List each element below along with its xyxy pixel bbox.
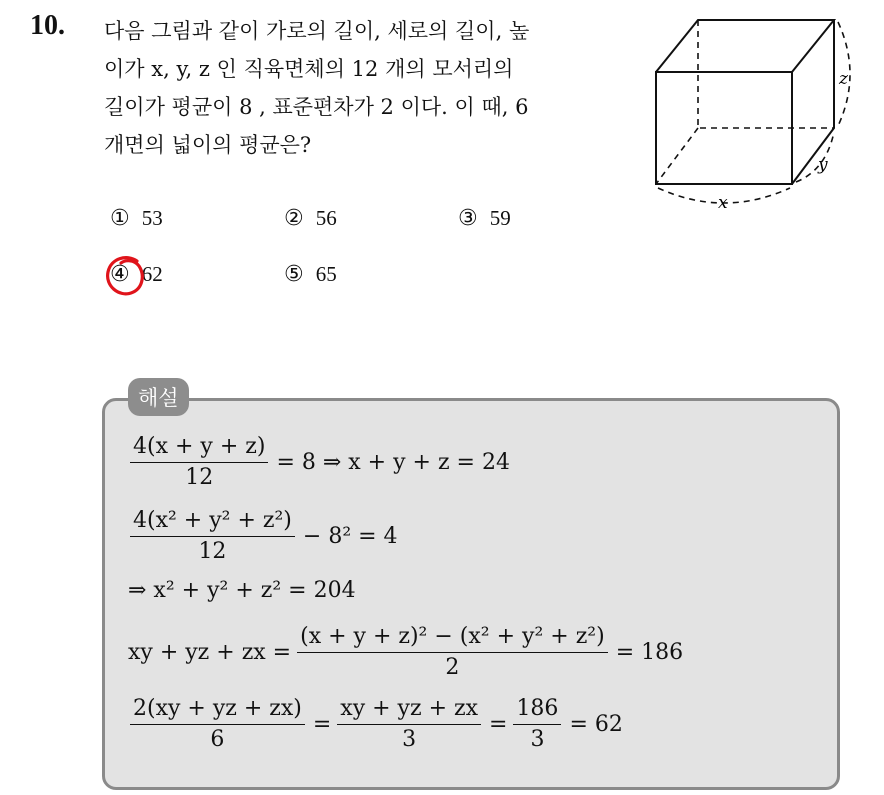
equals-sign: = bbox=[489, 712, 508, 737]
choice-value: 62 bbox=[141, 262, 163, 286]
denominator: 3 bbox=[530, 727, 545, 752]
choice-mark: ⑤ bbox=[284, 262, 304, 287]
fraction bbox=[130, 432, 268, 493]
denominator: 2 bbox=[445, 655, 460, 680]
y-dimension-arc bbox=[796, 132, 834, 182]
fraction bbox=[130, 506, 295, 567]
question-number: 10. bbox=[30, 10, 65, 41]
choice-1[interactable] bbox=[110, 206, 163, 231]
cuboid-top-edges bbox=[656, 20, 834, 72]
choice-mark-selected bbox=[110, 262, 130, 287]
question-line: 길이가 평균이 8 , 표준편차가 2 이다. 이 때, 6 bbox=[104, 95, 529, 119]
choice-4[interactable] bbox=[110, 262, 163, 287]
solution-tag: 해설 bbox=[128, 378, 189, 416]
denominator: 3 bbox=[402, 727, 417, 752]
choice-mark: ② bbox=[284, 206, 304, 231]
choice-value: 65 bbox=[315, 262, 337, 286]
equals-sign: = bbox=[312, 712, 332, 737]
numerator: 4(x + y + z) bbox=[130, 432, 268, 463]
selected-circle-mark bbox=[103, 253, 149, 299]
choice-mark: ④ bbox=[110, 262, 130, 287]
x-label: x bbox=[718, 193, 728, 210]
fraction bbox=[130, 694, 305, 755]
solution-line-1 bbox=[128, 432, 510, 493]
z-label: z bbox=[839, 69, 848, 89]
choice-2[interactable] bbox=[284, 206, 337, 231]
numerator: xy + yz + zx bbox=[337, 694, 481, 725]
cuboid-hidden-edges bbox=[698, 20, 834, 128]
fraction bbox=[513, 694, 561, 755]
question-line: 개면의 넓이의 평균은? bbox=[104, 133, 312, 157]
equation-rest: = 8 ⇒ x + y + z = 24 bbox=[276, 450, 510, 475]
denominator: 12 bbox=[198, 539, 227, 564]
solution-line-5 bbox=[128, 694, 623, 755]
numerator: (x + y + z)² − (x² + y² + z²) bbox=[297, 622, 608, 653]
choice-5[interactable] bbox=[284, 262, 337, 287]
cuboid-hidden-edge bbox=[656, 128, 698, 184]
choice-mark: ① bbox=[110, 206, 130, 231]
numerator: 2(xy + yz + zx) bbox=[130, 694, 305, 725]
equation-rest: = 62 bbox=[569, 712, 623, 737]
choice-3[interactable] bbox=[458, 206, 511, 231]
solution-line-2 bbox=[128, 506, 398, 567]
choice-value: 53 bbox=[141, 206, 163, 230]
equation-rest: = 186 bbox=[615, 640, 684, 665]
cuboid-figure bbox=[640, 10, 860, 210]
question-line: 다음 그림과 같이 가로의 길이, 세로의 길이, 높 bbox=[104, 19, 530, 43]
choice-value: 59 bbox=[489, 206, 511, 230]
fraction bbox=[297, 622, 608, 683]
numerator: 4(x² + y² + z²) bbox=[130, 506, 295, 537]
denominator: 6 bbox=[210, 727, 225, 752]
question-text bbox=[104, 12, 634, 164]
solution-line-3 bbox=[128, 578, 356, 603]
fraction bbox=[337, 694, 481, 755]
equation-lhs: xy + yz + zx = bbox=[128, 640, 292, 665]
denominator: 12 bbox=[185, 465, 214, 490]
y-label: y bbox=[818, 155, 828, 175]
numerator: 186 bbox=[513, 694, 561, 725]
choice-mark: ③ bbox=[458, 206, 478, 231]
equation-rest: − 8² = 4 bbox=[302, 524, 398, 549]
choice-value: 56 bbox=[315, 206, 337, 230]
equation-text: ⇒ x² + y² + z² = 204 bbox=[128, 578, 356, 603]
solution-line-4 bbox=[128, 622, 683, 683]
question-line: 이가 x, y, z 인 직육면체의 12 개의 모서리의 bbox=[104, 57, 514, 81]
